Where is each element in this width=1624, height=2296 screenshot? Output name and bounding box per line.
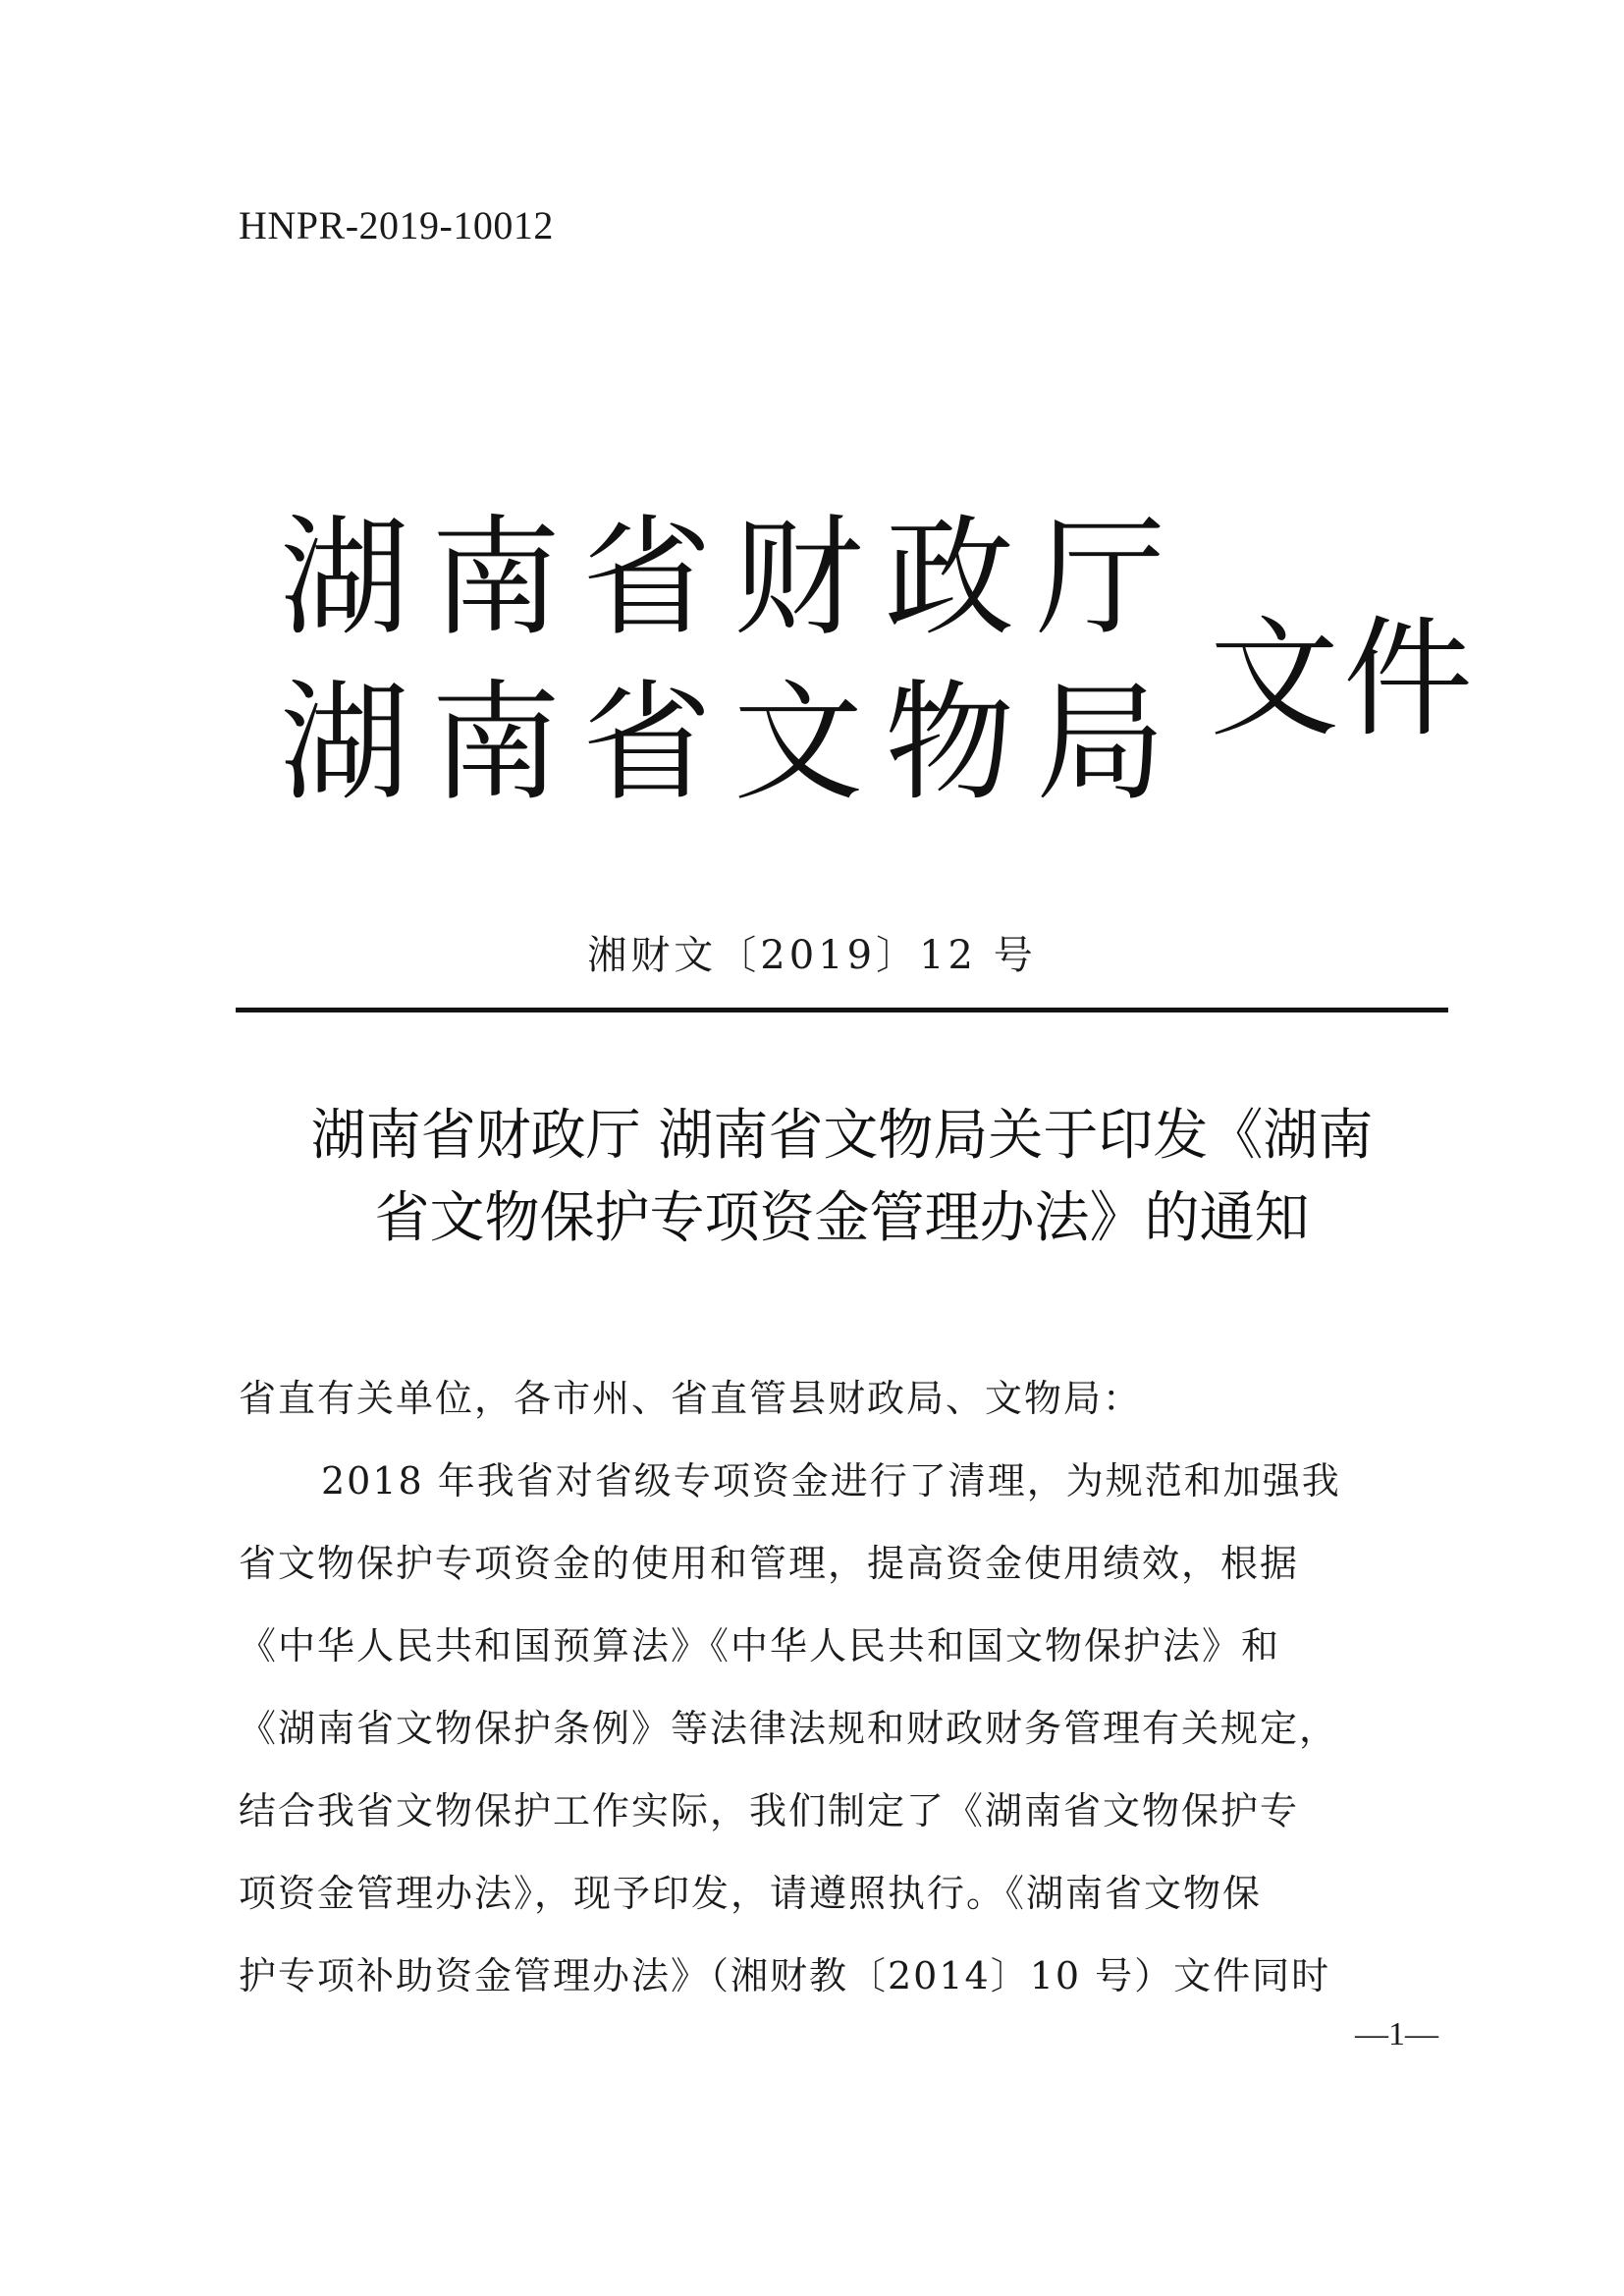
- notice-title-line-2: 省文物保护专项资金管理办法》的通知: [374, 1186, 1310, 1250]
- document-code: HNPR-2019-10012: [239, 203, 554, 247]
- document-number: 湘财文〔2019〕12 号: [587, 933, 1037, 978]
- body-line-4: 《湖南省文物保护条例》等法律法规和财政财务管理有关规定，: [239, 1707, 1339, 1750]
- issuer-block: [280, 496, 1187, 826]
- notice-title: [236, 1095, 1448, 1260]
- issuer-line-cultural-relics: 湖南省文物局: [280, 668, 1187, 819]
- issuer-suffix: 文件: [1210, 604, 1477, 755]
- body-line-1: 2018 年我省对省级专项资金进行了清理，为规范和加强我: [321, 1459, 1341, 1503]
- body-line-2: 省文物保护专项资金的使用和管理，提高资金使用绩效，根据: [239, 1542, 1300, 1585]
- body-text: [239, 1357, 1451, 2017]
- header-divider: [236, 1008, 1448, 1012]
- body-line-7: 护专项补助资金管理办法》（湘财教〔2014〕10 号）文件同时: [239, 1954, 1331, 1997]
- notice-title-line-1: 湖南省财政厅 湖南省文物局关于印发《湖南: [310, 1104, 1374, 1168]
- page-number: —1—: [1355, 2016, 1438, 2052]
- issuer-line-finance: 湖南省财政厅: [280, 503, 1187, 654]
- body-line-6: 项资金管理办法》，现予印发，请遵照执行。《湖南省文物保: [239, 1872, 1263, 1915]
- body-line-3: 《中华人民共和国预算法》《中华人民共和国文物保护法》和: [239, 1624, 1281, 1667]
- body-line-5: 结合我省文物保护工作实际，我们制定了《湖南省文物保护专: [239, 1789, 1300, 1832]
- salutation: 省直有关单位，各市州、省直管县财政局、文物局：: [239, 1377, 1143, 1420]
